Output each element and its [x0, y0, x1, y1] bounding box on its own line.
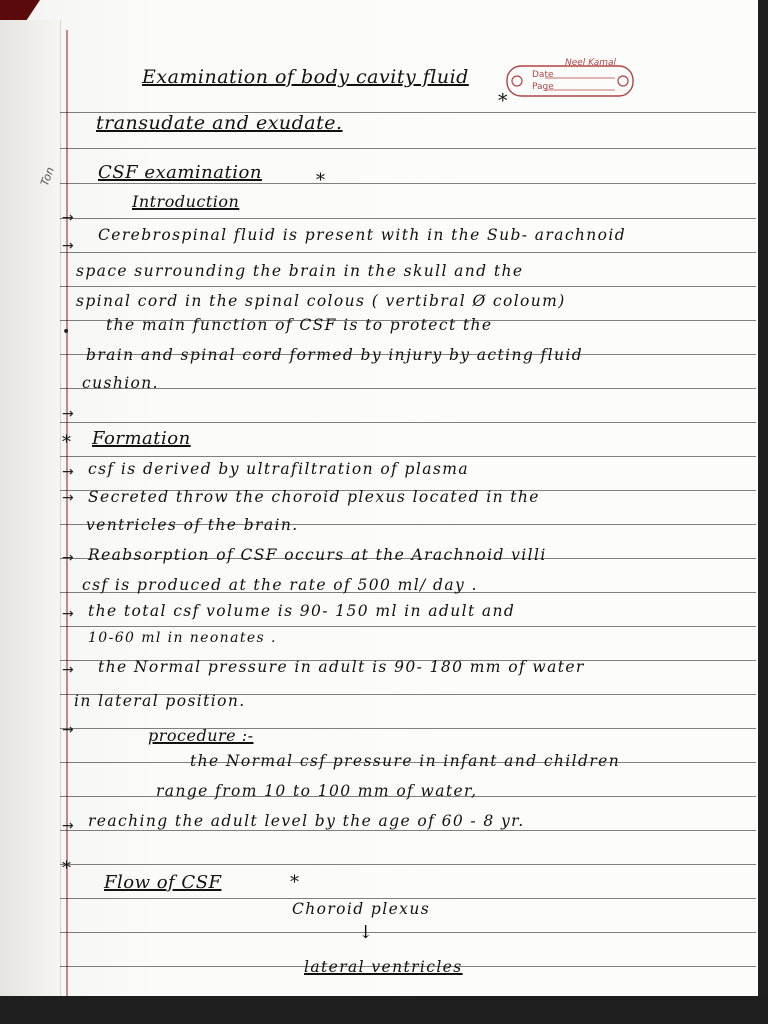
ruled-line	[60, 286, 756, 287]
ruled-line	[60, 456, 756, 457]
stamp-date-label: Date	[532, 70, 554, 80]
stamp-brand: Neel Kamal	[565, 58, 617, 68]
formation-star: *	[62, 432, 72, 453]
procedure-heading: procedure :-	[148, 726, 254, 745]
ruled-line	[60, 898, 756, 899]
bullet-arrow: →	[62, 818, 74, 834]
procedure-line: reaching the adult level by the age of 60 - 8 yr.	[88, 812, 525, 830]
formation-line: the total csf volume is 90- 150 ml in adult and	[88, 602, 516, 620]
bullet-arrow: →	[62, 606, 74, 622]
page-title: Examination of body cavity fluid	[142, 66, 469, 88]
ruled-line	[60, 388, 756, 389]
bullet-arrow: →	[62, 238, 74, 254]
formation-line: 10-60 ml in neonates .	[88, 630, 277, 646]
intro-line: spinal cord in the spinal colous ( vertibral Ø coloum)	[76, 292, 566, 310]
bullet-dot: •	[62, 324, 71, 340]
bullet-arrow: →	[62, 722, 74, 738]
page-edge-right	[758, 0, 768, 1024]
margin-note: Ton	[38, 165, 57, 188]
formation-heading: Formation	[92, 428, 191, 449]
intro-line: Cerebrospinal fluid is present with in the Sub- arachnoid	[98, 226, 627, 244]
formation-line: in lateral position.	[74, 692, 246, 710]
procedure-line: range from 10 to 100 mm of water,	[156, 782, 478, 800]
flow-step: lateral ventricles	[304, 958, 463, 976]
flow-star: *	[62, 858, 72, 879]
flow-heading: Flow of CSF	[104, 872, 222, 893]
flow-heading-star: *	[290, 872, 300, 893]
ruled-line	[60, 183, 756, 184]
ruled-line	[60, 830, 756, 831]
csf-heading-star: *	[316, 170, 326, 191]
ruled-line	[60, 626, 756, 627]
intro-line: space surrounding the brain in the skull and the	[76, 262, 524, 280]
stamp-page-label: Page	[532, 82, 554, 92]
introduction-heading: Introduction	[132, 192, 240, 211]
bullet-arrow: →	[62, 210, 74, 226]
page-edge-bottom	[0, 996, 768, 1024]
bullet-arrow: →	[62, 662, 74, 678]
formation-line: the Normal pressure in adult is 90- 180 mm of water	[98, 658, 585, 676]
procedure-line: the Normal csf pressure in infant and children	[190, 752, 621, 770]
ruled-line	[60, 864, 756, 865]
ruled-line	[60, 252, 756, 253]
title-star: *	[498, 90, 508, 112]
ruled-line	[60, 148, 756, 149]
bullet-arrow: →	[62, 406, 74, 422]
intro-line: brain and spinal cord formed by injury by acting fluid	[86, 346, 584, 364]
intro-line: the main function of CSF is to protect the	[106, 316, 493, 334]
intro-line: cushion.	[82, 374, 159, 392]
formation-line: csf is produced at the rate of 500 ml/ day .	[82, 576, 478, 594]
bullet-arrow: →	[62, 550, 74, 566]
page-subtitle: transudate and exudate.	[96, 112, 343, 134]
margin-line	[66, 30, 68, 1000]
formation-line: Reabsorption of CSF occurs at the Arachnoid villi	[88, 546, 547, 564]
formation-line: csf is derived by ultrafiltration of plasma	[88, 460, 469, 478]
bullet-arrow: →	[62, 464, 74, 480]
ruled-line	[60, 422, 756, 423]
ruled-line	[60, 218, 756, 219]
ruled-line	[60, 932, 756, 933]
flow-arrow-down: ↓	[358, 922, 374, 943]
formation-line: Secreted throw the choroid plexus located in the	[88, 488, 540, 506]
bullet-arrow: →	[62, 490, 74, 506]
flow-step: Choroid plexus	[292, 900, 431, 918]
csf-heading: CSF examination	[98, 162, 262, 183]
formation-line: ventricles of the brain.	[86, 516, 299, 534]
